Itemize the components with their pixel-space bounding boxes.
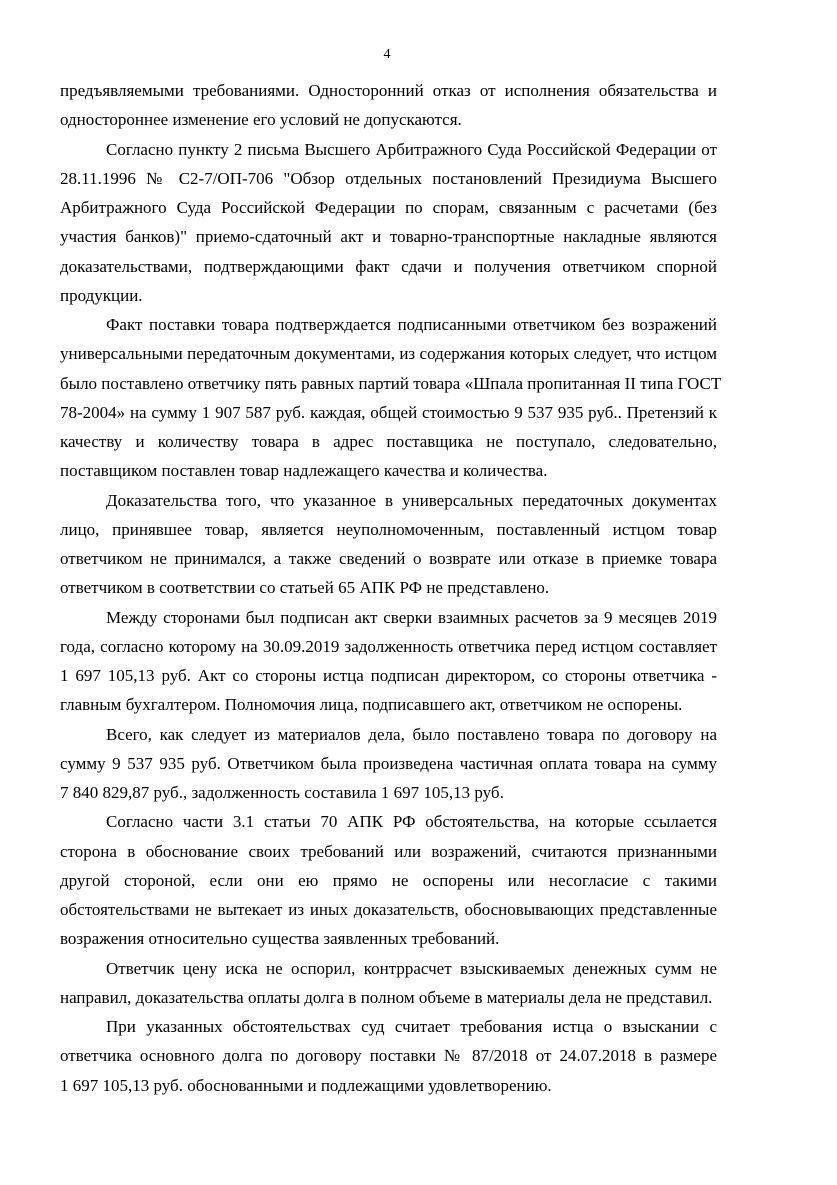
paragraph (60, 603, 717, 720)
document-body (60, 76, 722, 1100)
text-line: При указанных обстоятельствах суд считает требования истца о взыскании с (106, 1017, 717, 1036)
text-line: ответчиком в соответствии со статьей 65 АПК РФ не представлено. (60, 578, 550, 598)
text-line: Ответчик цену иска не оспорил, контррасчет взыскиваемых денежных сумм не (106, 958, 717, 978)
text-line: другой стороной, если они ею прямо не оспорены или несогласие с такими (60, 870, 717, 890)
text-line: Доказательства того, что указанное в универсальных передаточных документах (106, 490, 717, 510)
text-line: было поставлено ответчику пять равных партий товара «Шпала пропитанная II типа ГОСТ (60, 373, 722, 393)
text-line: предъявляемыми требованиями. Односторонний отказ от исполнения обязательства и (60, 81, 717, 100)
page-number: 4 (383, 47, 391, 62)
text-line: поставщиком поставлен товар надлежащего качества и количества. (60, 461, 548, 481)
text-line: 1 697 105,13 руб. Акт со стороны истца подписан директором, со стороны ответчика - (60, 666, 717, 685)
text-line: Всего, как следует из материалов дела, было поставлено товара по договору на (106, 724, 717, 744)
text-line: универсальными передаточным документами, из содержания которых следует, что истцом (60, 344, 717, 364)
text-line: Согласно части 3.1 статьи 70 АПК РФ обстоятельства, на которые ссылается (106, 812, 717, 832)
text-line: обстоятельствами не вытекает из иных доказательств, обосновывающих представленные (60, 900, 717, 919)
text-line: Арбитражного Суда Российской Федерации по спорам, связанным с расчетами (без (60, 198, 717, 217)
text-line: ответчика основного долга по договору поставки № 87/2018 от 24.07.2018 в размере (60, 1046, 717, 1066)
text-line: лицо, принявшее товар, является неуполномоченным, поставленный истцом товар (60, 519, 717, 539)
text-line: сторона в обоснование своих требований или возражений, считаются признанными (60, 841, 717, 861)
text-line: 7 840 829,87 руб., задолженность составила 1 697 105,13 руб. (60, 783, 504, 802)
text-line: 78-2004» на сумму 1 907 587 руб. каждая, общей стоимостью 9 537 935 руб.. Претензий к (60, 402, 717, 422)
text-line: качеству и количеству товара в адрес поставщика не поступало, следовательно, (60, 432, 717, 451)
paragraph (60, 486, 717, 603)
text-line: возражения относительно существа заявленных требований. (60, 929, 500, 949)
text-line: 28.11.1996 № С2-7/ОП-706 "Обзор отдельных постановлений Президиума Высшего (60, 168, 717, 188)
text-line: доказательствами, подтверждающими факт сдачи и получения ответчиком спорной (60, 256, 717, 276)
text-line: одностороннее изменение его условий не допускаются. (60, 110, 462, 130)
paragraph (60, 135, 717, 311)
text-line: направил, доказательства оплаты долга в полном объеме в материалы дела не представил. (60, 987, 713, 1007)
text-line: сумму 9 537 935 руб. Ответчиком была произведена частичная оплата товара на сумму (60, 753, 717, 773)
text-line: участия банков)" приемо-сдаточный акт и товарно-транспортные накладные являются (60, 227, 717, 247)
text-line: Между сторонами был подписан акт сверки взаимных расчетов за 9 месяцев 2019 (106, 607, 717, 627)
paragraph (60, 954, 717, 1013)
paragraph (60, 807, 717, 953)
text-line: года, согласно которому на 30.09.2019 задолженность ответчика перед истцом составляет (60, 636, 717, 656)
text-line: ответчиком не принимался, а также сведений о возврате или отказе в приемке товара (60, 549, 717, 568)
text-line: продукции. (60, 285, 143, 305)
text-line: 1 697 105,13 руб. обоснованными и подлежащими удовлетворению. (60, 1075, 552, 1095)
paragraph (60, 720, 717, 808)
paragraph (60, 76, 717, 135)
text-line: главным бухгалтером. Полномочия лица, подписавшего акт, ответчиком не оспорены. (60, 695, 683, 715)
paragraph (60, 310, 722, 486)
paragraph (60, 1012, 717, 1100)
text-line: Факт поставки товара подтверждается подписанными ответчиком без возражений (106, 315, 717, 334)
text-line: Согласно пункту 2 письма Высшего Арбитражного Суда Российской Федерации от (106, 139, 717, 159)
